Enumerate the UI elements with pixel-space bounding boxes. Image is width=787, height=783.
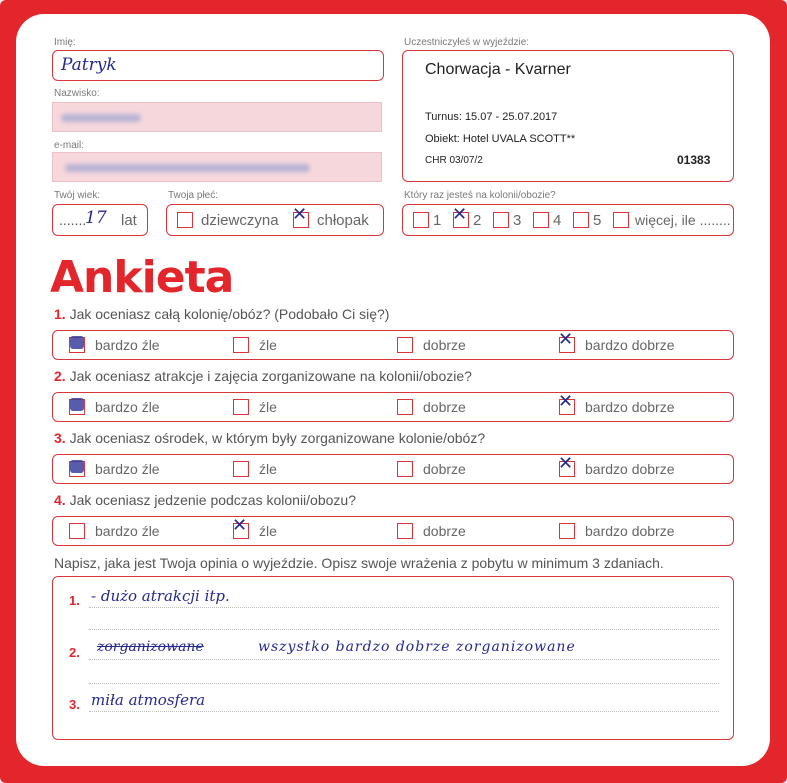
time-checkbox-more[interactable] [613, 212, 629, 228]
time-label-more: więcej, ile ........ [635, 212, 731, 228]
question-3 [54, 430, 485, 446]
first-name-value: Patryk [61, 55, 117, 75]
female-label: dziewczyna [201, 212, 279, 229]
question-number: 2. [54, 368, 66, 384]
scribble-icon [70, 398, 84, 411]
question-number: 3. [54, 430, 66, 446]
check-mark-icon: ✕ [452, 204, 468, 225]
which-time-label: Który raz jesteś na kolonii/obozie? [404, 190, 556, 201]
question-text: Jak oceniasz całą kolonię/obóz? (Podobało Ci się?) [69, 306, 390, 322]
rating-checkbox-3[interactable] [397, 337, 413, 353]
rating-checkbox-3[interactable] [397, 461, 413, 477]
rating-row-4 [52, 516, 734, 546]
check-mark-icon: ✕ [232, 515, 248, 536]
rating-checkbox-1[interactable] [69, 399, 85, 415]
question-text: Jak oceniasz atrakcje i zajęcia zorganizowane na kolonii/obozie? [69, 368, 472, 384]
age-field[interactable] [52, 204, 148, 236]
age-value: 17 [85, 208, 107, 228]
time-label-3: 3 [513, 212, 522, 229]
survey-title: Ankieta [50, 252, 234, 303]
gender-label: Twoja płeć: [168, 190, 219, 201]
time-checkbox-4[interactable] [533, 212, 549, 228]
email-label: e-mail: [54, 140, 85, 151]
first-name-field[interactable] [52, 50, 384, 81]
last-name-redacted [52, 102, 382, 132]
rating-checkbox-2[interactable] [233, 337, 249, 353]
rating-checkbox-3[interactable] [397, 523, 413, 539]
rating-checkbox-2[interactable] [233, 461, 249, 477]
time-checkbox-3[interactable] [493, 212, 509, 228]
rating-label-1: bardzo źle [95, 399, 160, 415]
question-text: Jak oceniasz jedzenie podczas kolonii/obozu? [69, 492, 356, 508]
opinion-line-3: miła atmosfera [91, 691, 206, 709]
rating-checkbox-1[interactable] [69, 461, 85, 477]
rating-row-3 [52, 454, 734, 484]
time-checkbox-2[interactable] [452, 204, 469, 228]
check-mark-icon: ✕ [558, 453, 574, 474]
first-name-label: Imię: [54, 37, 76, 48]
trip-turnus: Turnus: 15.07 - 25.07.2017 [425, 111, 558, 123]
trip-number: 01383 [677, 153, 711, 167]
trip-info-box [402, 50, 734, 182]
rating-checkbox-1[interactable] [69, 337, 85, 353]
question-2 [54, 368, 472, 384]
rating-label-3: dobrze [423, 337, 466, 353]
rating-checkbox-4[interactable] [559, 523, 575, 539]
rating-label-1: bardzo źle [95, 337, 160, 353]
rating-label-2: źle [259, 461, 277, 477]
time-label-5: 5 [593, 212, 602, 229]
rating-checkbox-4[interactable] [558, 391, 575, 415]
rating-checkbox-2[interactable] [232, 515, 249, 539]
email-redacted [52, 152, 382, 182]
check-mark-icon: ✕ [558, 391, 574, 412]
rating-label-2: źle [259, 399, 277, 415]
time-checkbox-1[interactable] [413, 212, 429, 228]
time-checkbox-5[interactable] [573, 212, 589, 228]
time-label-4: 4 [553, 212, 562, 229]
opinion-prompt: Napisz, jaka jest Twoja opinia o wyjeździe. Opisz swoje wrażenia z pobytu w minimum 3 zdaniach. [54, 555, 664, 571]
rating-label-3: dobrze [423, 461, 466, 477]
rating-label-1: bardzo źle [95, 461, 160, 477]
rating-label-4: bardzo dobrze [585, 461, 675, 477]
age-unit: lat [121, 212, 137, 229]
rating-row-2 [52, 392, 734, 422]
time-label-2: 2 [473, 212, 482, 229]
rating-label-1: bardzo źle [95, 523, 160, 539]
trip-code: CHR 03/07/2 [425, 155, 483, 166]
question-number: 1. [54, 306, 66, 322]
rating-checkbox-1[interactable] [69, 523, 85, 539]
last-name-label: Nazwisko: [54, 88, 100, 99]
female-checkbox[interactable] [177, 212, 193, 228]
check-mark-icon: ✕ [292, 204, 308, 225]
opinion-num-1: 1. [69, 593, 80, 608]
rating-label-4: bardzo dobrze [585, 523, 675, 539]
rating-checkbox-4[interactable] [558, 453, 575, 477]
question-number: 4. [54, 492, 66, 508]
scribble-icon [70, 336, 84, 349]
rating-label-2: źle [259, 523, 277, 539]
rating-label-4: bardzo dobrze [585, 337, 675, 353]
rating-label-2: źle [259, 337, 277, 353]
age-dots: ....... [59, 212, 87, 228]
rating-label-3: dobrze [423, 523, 466, 539]
rating-label-4: bardzo dobrze [585, 399, 675, 415]
opinion-num-2: 2. [69, 645, 80, 660]
trip-label: Uczestniczyłeś w wyjeździe: [404, 37, 530, 48]
opinion-line-2-struck: zorganizowane [97, 639, 204, 655]
question-text: Jak oceniasz ośrodek, w którym były zorganizowane kolonie/obóz? [69, 430, 486, 446]
opinion-line-1: - dużo atrakcji itp. [91, 587, 230, 605]
opinion-line-2: wszystko bardzo dobrze zorganizowane [258, 639, 576, 655]
male-label: chłopak [317, 212, 369, 229]
scribble-icon [70, 460, 84, 473]
opinion-box[interactable] [52, 576, 734, 740]
male-checkbox[interactable] [292, 204, 309, 228]
question-4 [54, 492, 356, 508]
gender-field [166, 204, 384, 236]
trip-name: Chorwacja - Kvarner [425, 61, 571, 78]
check-mark-icon: ✕ [558, 329, 574, 350]
rating-checkbox-4[interactable] [558, 329, 575, 353]
age-label: Twój wiek: [54, 190, 101, 201]
rating-checkbox-3[interactable] [397, 399, 413, 415]
opinion-num-3: 3. [69, 697, 80, 712]
question-1 [54, 306, 389, 322]
which-time-field [402, 204, 734, 236]
rating-checkbox-2[interactable] [233, 399, 249, 415]
rating-row-1 [52, 330, 734, 360]
time-label-1: 1 [433, 212, 442, 229]
trip-obiekt: Obiekt: Hotel UVALA SCOTT** [425, 133, 576, 145]
rating-label-3: dobrze [423, 399, 466, 415]
